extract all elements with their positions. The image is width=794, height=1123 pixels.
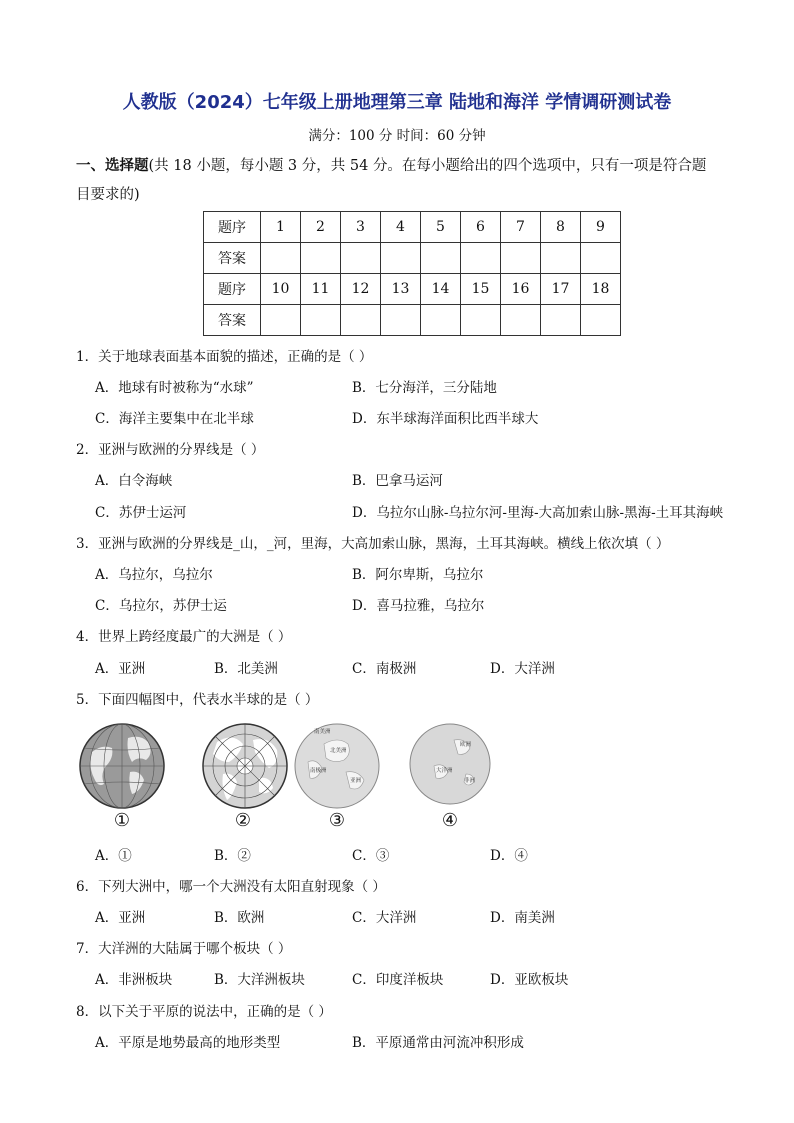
answer-cell[interactable] xyxy=(501,305,541,336)
answer-cell[interactable] xyxy=(341,243,381,274)
question-2: 2．亚洲与欧洲的分界线是（ ） xyxy=(76,442,265,458)
question-7: 7．大洋洲的大陆属于哪个板块（ ） xyxy=(76,941,292,957)
answer-cell[interactable] xyxy=(581,305,621,336)
globe-label: 欧洲 xyxy=(460,742,472,748)
table-header-cell: 题序 xyxy=(204,274,261,305)
option-a[interactable]: A．白令海峡 xyxy=(95,473,173,489)
answer-table xyxy=(203,211,621,336)
option-b[interactable]: B．北美洲 xyxy=(214,661,278,677)
table-cell: 5 xyxy=(421,212,461,243)
page-title: 人教版（2024）七年级上册地理第三章 陆地和海洋 学情调研测试卷 xyxy=(122,92,672,113)
figure-label-1: ① xyxy=(113,810,131,831)
question-1: 1．关于地球表面基本面貌的描述，正确的是（ ） xyxy=(76,349,373,365)
table-cell: 8 xyxy=(541,212,581,243)
table-cell: 2 xyxy=(301,212,341,243)
option-b[interactable]: B．七分海洋，三分陆地 xyxy=(352,380,497,396)
globe-figure-3 xyxy=(294,722,380,810)
section-heading xyxy=(76,152,756,210)
option-c[interactable]: C．印度洋板块 xyxy=(352,972,444,988)
option-d[interactable]: D．喜马拉雅，乌拉尔 xyxy=(352,598,485,614)
question-5: 5．下面四幅图中，代表水半球的是（ ） xyxy=(76,692,319,708)
option-d[interactable]: D．南美洲 xyxy=(490,910,555,926)
option-c[interactable]: C．大洋洲 xyxy=(352,910,417,926)
table-cell: 13 xyxy=(381,274,421,305)
table-row xyxy=(204,243,621,274)
answer-cell[interactable] xyxy=(461,305,501,336)
option-a[interactable]: A．非洲板块 xyxy=(95,972,173,988)
globe-label: 非洲 xyxy=(464,778,476,784)
section-desc-line2: 目要求的) xyxy=(76,187,140,203)
table-cell: 18 xyxy=(581,274,621,305)
option-b[interactable]: B．平原通常由河流冲积形成 xyxy=(352,1035,524,1051)
globe-figure-1 xyxy=(78,722,166,810)
option-c[interactable]: C．苏伊士运河 xyxy=(95,505,187,521)
question-4: 4．世界上跨经度最广的大洲是（ ） xyxy=(76,629,292,645)
option-d[interactable]: D．④ xyxy=(490,848,528,864)
globe-label: 南美洲 xyxy=(314,729,331,735)
section-desc-line1: (共 18 小题，每小题 3 分，共 54 分。在每小题给出的四个选项中，只有一项是符合题 xyxy=(148,158,707,174)
option-a[interactable]: A．地球有时被称为“水球” xyxy=(95,380,254,396)
globe-label: 亚洲 xyxy=(350,778,362,784)
option-a[interactable]: A．平原是地势最高的地形类型 xyxy=(95,1035,281,1051)
globe-figure-2 xyxy=(199,722,291,810)
option-c[interactable]: C．③ xyxy=(352,848,390,864)
table-cell: 17 xyxy=(541,274,581,305)
table-cell: 11 xyxy=(301,274,341,305)
option-a[interactable]: A．亚洲 xyxy=(95,910,146,926)
answer-cell[interactable] xyxy=(541,243,581,274)
answer-cell[interactable] xyxy=(301,305,341,336)
option-b[interactable]: B．巴拿马运河 xyxy=(352,473,443,489)
question-6: 6．下列大洲中，哪一个大洲没有太阳直射现象（ ） xyxy=(76,879,386,895)
answer-cell[interactable] xyxy=(301,243,341,274)
option-a[interactable]: A．① xyxy=(95,848,132,864)
question-3: 3．亚洲与欧洲的分界线是_山，_河，里海，大高加索山脉，黑海，土耳其海峡。横线上依次填（ ） xyxy=(76,536,670,552)
option-a[interactable]: A．亚洲 xyxy=(95,661,146,677)
option-c[interactable]: C．乌拉尔，苏伊士运 xyxy=(95,598,227,614)
answer-cell[interactable] xyxy=(381,305,421,336)
table-cell: 16 xyxy=(501,274,541,305)
figure-label-3: ③ xyxy=(328,810,346,831)
table-row xyxy=(204,274,621,305)
answer-cell[interactable] xyxy=(421,243,461,274)
answer-cell[interactable] xyxy=(261,305,301,336)
table-row xyxy=(204,305,621,336)
answer-cell[interactable] xyxy=(341,305,381,336)
figure-label-2: ② xyxy=(234,810,252,831)
option-b[interactable]: B．阿尔卑斯，乌拉尔 xyxy=(352,567,484,583)
section-label: 一、选择题 xyxy=(76,158,149,174)
option-c[interactable]: C．南极洲 xyxy=(352,661,417,677)
answer-cell[interactable] xyxy=(501,243,541,274)
answer-cell[interactable] xyxy=(461,243,501,274)
table-cell: 4 xyxy=(381,212,421,243)
globe-label: 南极洲 xyxy=(310,768,327,774)
option-d[interactable]: D．东半球海洋面积比西半球大 xyxy=(352,411,539,427)
option-d[interactable]: D．大洋洲 xyxy=(490,661,555,677)
table-cell: 9 xyxy=(581,212,621,243)
option-b[interactable]: B．欧洲 xyxy=(214,910,265,926)
globe-label: 北美洲 xyxy=(330,748,347,754)
table-header-cell: 答案 xyxy=(204,305,261,336)
table-header-cell: 答案 xyxy=(204,243,261,274)
answer-cell[interactable] xyxy=(541,305,581,336)
option-a[interactable]: A．乌拉尔，乌拉尔 xyxy=(95,567,213,583)
globe-label: 大洋洲 xyxy=(436,768,453,774)
table-cell: 14 xyxy=(421,274,461,305)
option-b[interactable]: B．大洋洲板块 xyxy=(214,972,305,988)
answer-cell[interactable] xyxy=(381,243,421,274)
table-cell: 15 xyxy=(461,274,501,305)
option-d[interactable]: D．乌拉尔山脉-乌拉尔河-里海-大高加索山脉-黑海-土耳其海峡 xyxy=(352,505,724,521)
answer-cell[interactable] xyxy=(421,305,461,336)
question-8: 8．以下关于平原的说法中，正确的是（ ） xyxy=(76,1004,332,1020)
table-cell: 7 xyxy=(501,212,541,243)
exam-info: 满分：100 分 时间：60 分钟 xyxy=(308,128,486,144)
figure-label-4: ④ xyxy=(441,810,459,831)
table-cell: 3 xyxy=(341,212,381,243)
answer-cell[interactable] xyxy=(581,243,621,274)
table-cell: 12 xyxy=(341,274,381,305)
option-b[interactable]: B．② xyxy=(214,848,251,864)
table-cell: 1 xyxy=(261,212,301,243)
table-cell: 6 xyxy=(461,212,501,243)
table-cell: 10 xyxy=(261,274,301,305)
option-d[interactable]: D．亚欧板块 xyxy=(490,972,569,988)
table-header-cell: 题序 xyxy=(204,212,261,243)
answer-cell[interactable] xyxy=(261,243,301,274)
globe-figure-4 xyxy=(408,722,492,806)
table-row xyxy=(204,212,621,243)
option-c[interactable]: C．海洋主要集中在北半球 xyxy=(95,411,254,427)
